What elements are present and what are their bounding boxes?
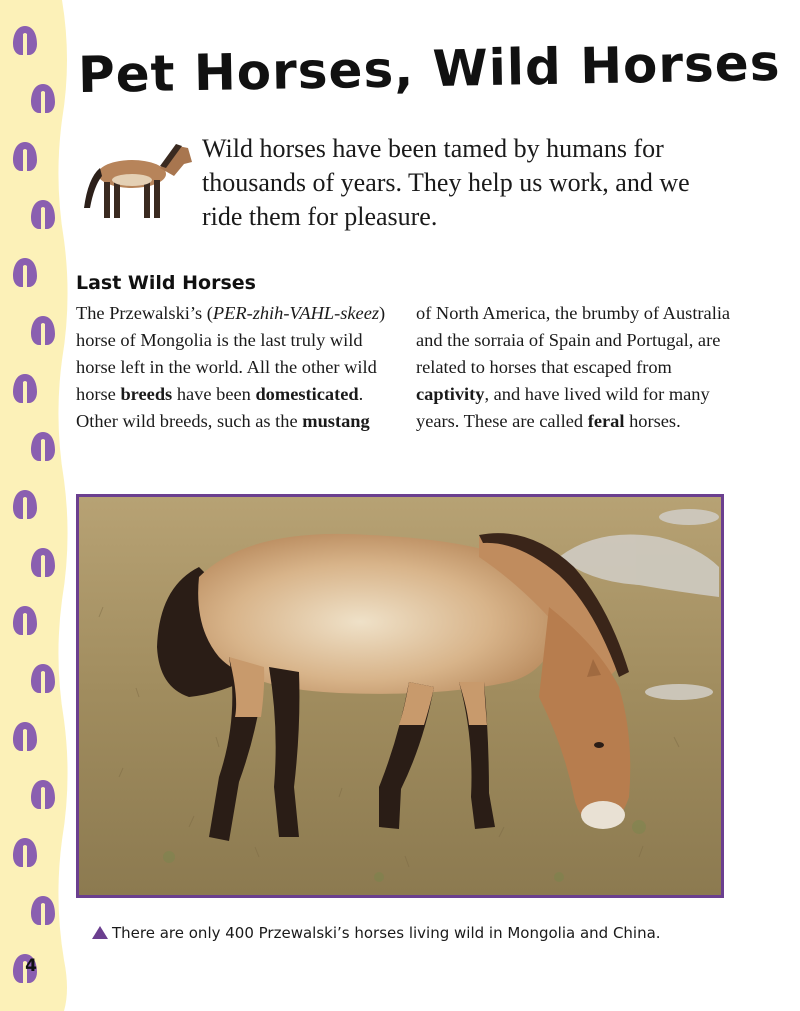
- hoof-print-icon: [12, 256, 38, 288]
- hoof-print-icon: [30, 198, 56, 230]
- hoof-print-icon: [12, 488, 38, 520]
- hoof-print-icon: [12, 24, 38, 56]
- horse-thumbnail: [74, 132, 196, 224]
- hoof-print-icon: [30, 314, 56, 346]
- hoof-print-icon: [30, 546, 56, 578]
- body-column-right: of North America, the brumby of Australia and the sorraia of Spain and Portugal, are related to horses that escaped from captivity, and have lived wild for many years. These are called feral horses.: [416, 303, 731, 431]
- intro-paragraph: Wild horses have been tamed by humans for thousands of years. They help us work, and we ride them for pleasure.: [202, 134, 690, 231]
- page-number: 4: [25, 956, 37, 976]
- triangle-icon: [92, 926, 108, 939]
- hoof-print-icon: [30, 778, 56, 810]
- hoof-print-icon: [12, 836, 38, 868]
- hoof-print-icon: [12, 604, 38, 636]
- hoof-print-icon: [30, 662, 56, 694]
- hoof-print-icon: [12, 372, 38, 404]
- body-column-left: The Przewalski’s (PER-zhih-VAHL-skeez) horse of Mongolia is the last truly wild horse left in the world. All the other wild horse breeds have been domesticated. Other wild breeds, such as the mustang: [76, 303, 386, 431]
- section-heading: Last Wild Horses: [76, 272, 256, 294]
- page-title: Pet Horses, Wild Horses: [77, 33, 781, 105]
- hoof-print-icon: [12, 720, 38, 752]
- hoof-print-icon: [30, 430, 56, 462]
- photo-caption: There are only 400 Przewalski’s horses living wild in Mongolia and China.: [92, 924, 661, 942]
- hoof-print-icon: [30, 82, 56, 114]
- hoof-print-icon: [30, 894, 56, 926]
- horse-photo: [76, 494, 724, 898]
- hoof-print-icon: [12, 140, 38, 172]
- przewalski-horse-illustration: [79, 497, 721, 895]
